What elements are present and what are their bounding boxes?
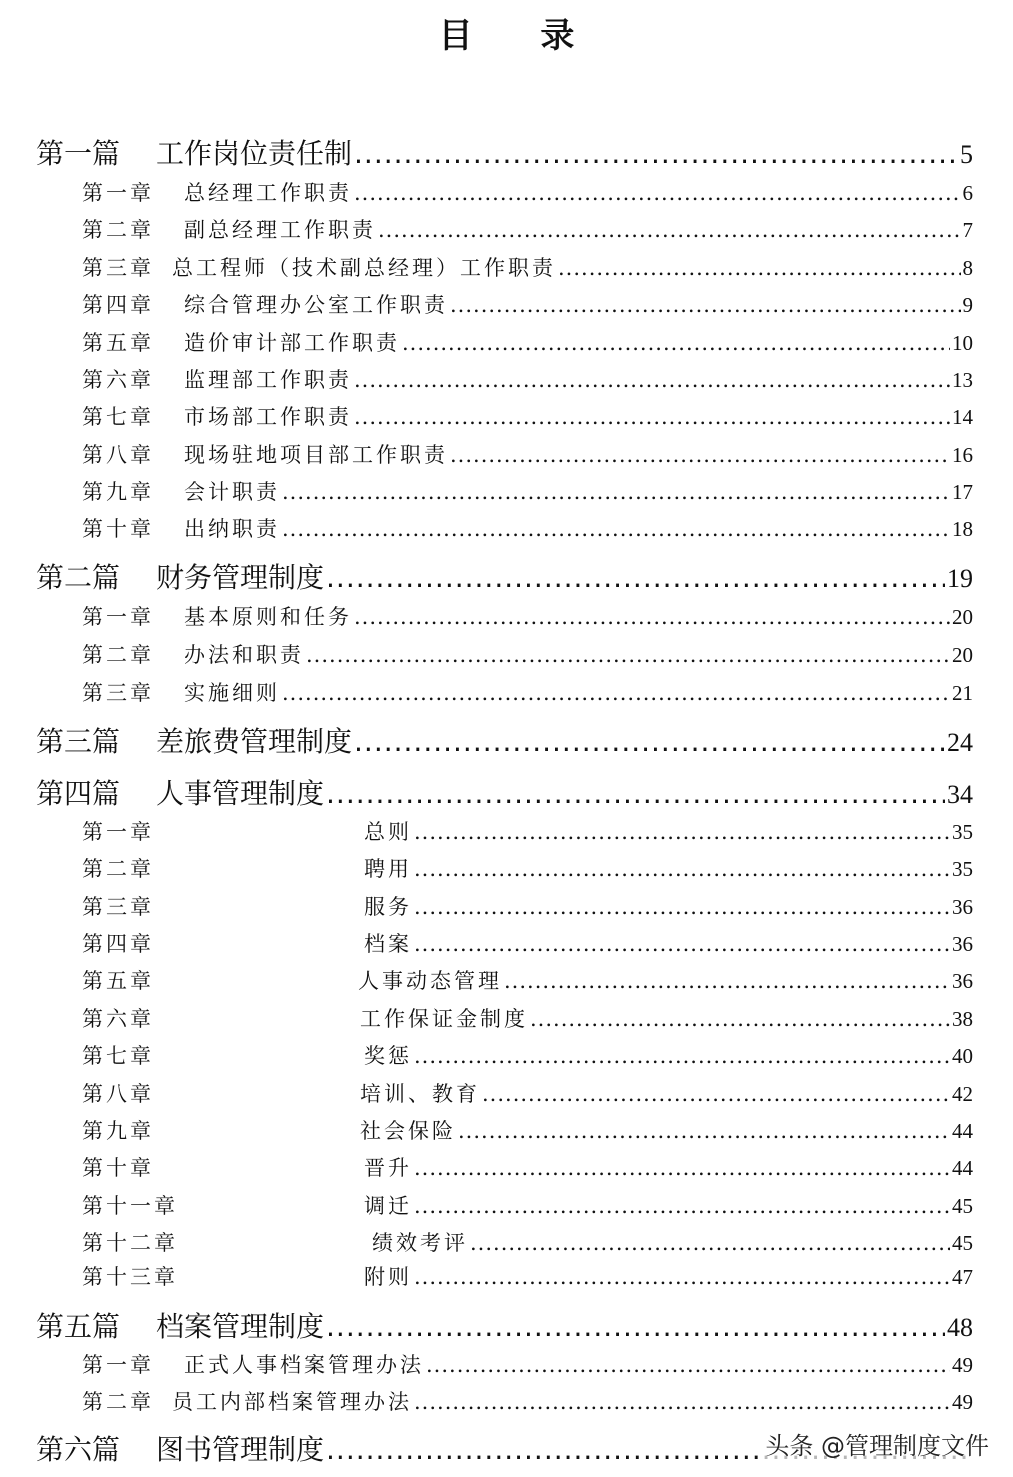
toc-part-2[interactable]	[36, 556, 973, 596]
toc-chapter[interactable]	[82, 1003, 973, 1033]
chapter-title: 工作保证金制度	[360, 1007, 528, 1031]
page-number: 20	[952, 643, 973, 667]
toc-chapter[interactable]	[82, 601, 973, 631]
chapter-title: 调迁	[364, 1194, 412, 1218]
page-number: 16	[952, 443, 973, 467]
chapter-number: 第一章	[82, 1353, 154, 1377]
dot-leader	[414, 932, 950, 956]
page-number: 35	[952, 820, 973, 844]
dot-leader	[482, 1082, 950, 1106]
chapter-number: 第一章	[82, 820, 154, 844]
chapter-title: 绩效考评	[372, 1231, 468, 1255]
part-number: 第三篇	[36, 725, 121, 758]
chapter-number: 第十章	[82, 1156, 154, 1180]
dot-leader	[354, 405, 950, 429]
toc-chapter[interactable]	[82, 1040, 973, 1070]
chapter-number: 第一章	[82, 181, 154, 205]
toc-chapter[interactable]	[82, 639, 973, 669]
dot-leader	[282, 480, 950, 504]
chapter-number: 第九章	[82, 1119, 154, 1143]
dot-leader	[470, 1231, 950, 1255]
page-number: 13	[952, 368, 973, 392]
page-number: 5	[960, 140, 973, 169]
toc-chapter[interactable]	[82, 816, 973, 846]
toc-chapter[interactable]	[82, 853, 973, 883]
page-number: 20	[952, 605, 973, 629]
chapter-title: 基本原则和任务	[184, 605, 352, 629]
dot-leader	[426, 1353, 950, 1377]
page-number: 42	[952, 1082, 973, 1106]
chapter-title: 服务	[364, 895, 412, 919]
chapter-title: 奖惩	[364, 1044, 412, 1068]
toc-chapter[interactable]	[82, 177, 973, 207]
dot-leader	[450, 443, 950, 467]
chapter-title: 社会保险	[360, 1119, 456, 1143]
page-number: 14	[952, 405, 973, 429]
chapter-title: 办法和职责	[184, 643, 304, 667]
chapter-number: 第八章	[82, 443, 154, 467]
page-number: 9	[962, 293, 973, 317]
chapter-title: 总工程师（技术副总经理）工作职责	[172, 256, 556, 280]
dot-leader	[354, 725, 945, 758]
page-number: 19	[947, 564, 973, 593]
toc-chapter[interactable]	[82, 928, 973, 958]
toc-chapter[interactable]	[82, 677, 973, 707]
page-number: 36	[952, 969, 973, 993]
page-number: 40	[952, 1044, 973, 1068]
chapter-number: 第六章	[82, 1007, 154, 1031]
chapter-title: 员工内部档案管理办法	[172, 1390, 412, 1414]
chapter-number: 第十二章	[82, 1231, 178, 1255]
toc-chapter[interactable]	[82, 1386, 973, 1416]
page-number: 47	[952, 1265, 973, 1289]
dot-leader	[354, 181, 961, 205]
part-number: 第四篇	[36, 777, 121, 810]
chapter-number: 第三章	[82, 895, 154, 919]
page-number: 45	[952, 1194, 973, 1218]
dot-leader	[414, 1265, 950, 1289]
dot-leader	[530, 1007, 950, 1031]
dot-leader	[282, 681, 950, 705]
page-number: 45	[952, 1231, 973, 1255]
toc-part-3[interactable]	[36, 720, 973, 760]
page-number: 7	[962, 218, 973, 242]
chapter-number: 第二章	[82, 218, 154, 242]
toc-chapter[interactable]	[82, 289, 973, 319]
page-title: 目 录	[438, 16, 603, 56]
page-number: 8	[962, 256, 973, 280]
page-number: 21	[952, 681, 973, 705]
dot-leader	[414, 1390, 950, 1414]
chapter-number: 第二章	[82, 1390, 154, 1414]
chapter-title: 现场驻地项目部工作职责	[184, 443, 448, 467]
dot-leader	[414, 1156, 950, 1180]
toc-chapter[interactable]	[82, 1227, 973, 1257]
toc-chapter[interactable]	[82, 401, 973, 431]
part-title: 人事管理制度	[156, 777, 325, 810]
chapter-title: 会计职责	[184, 480, 280, 504]
toc-chapter[interactable]	[82, 1190, 973, 1220]
chapter-number: 第四章	[82, 293, 154, 317]
page-number: 35	[952, 857, 973, 881]
chapter-title: 副总经理工作职责	[184, 218, 376, 242]
toc-part-5[interactable]	[36, 1305, 973, 1345]
toc-chapter[interactable]	[82, 439, 973, 469]
dot-leader	[414, 895, 950, 919]
page-number: 49	[952, 1390, 973, 1414]
chapter-number: 第十三章	[82, 1265, 178, 1289]
toc-chapter[interactable]	[82, 327, 973, 357]
chapter-title: 附则	[364, 1265, 412, 1289]
chapter-number: 第五章	[82, 969, 154, 993]
watermark: 头条 @管理制度文件	[761, 1426, 993, 1461]
chapter-title: 市场部工作职责	[184, 405, 352, 429]
page-number: 6	[962, 181, 973, 205]
dot-leader	[354, 605, 950, 629]
chapter-title: 造价审计部工作职责	[184, 331, 400, 355]
page-number: 48	[947, 1313, 973, 1342]
toc-chapter[interactable]	[82, 214, 973, 244]
dot-leader	[354, 137, 958, 170]
page-number: 36	[952, 895, 973, 919]
page-number: 10	[952, 331, 973, 355]
chapter-number: 第一章	[82, 605, 154, 629]
chapter-title: 聘用	[364, 857, 412, 881]
dot-leader	[504, 969, 950, 993]
page-number: 17	[952, 480, 973, 504]
toc-chapter[interactable]	[82, 1078, 973, 1108]
toc-chapter[interactable]	[82, 513, 973, 543]
dot-leader	[414, 820, 950, 844]
toc-chapter[interactable]	[82, 364, 973, 394]
dot-leader	[414, 857, 950, 881]
chapter-title: 实施细则	[184, 681, 280, 705]
dot-leader	[306, 643, 950, 667]
page-number: 44	[952, 1156, 973, 1180]
toc-chapter[interactable]	[82, 1152, 973, 1182]
toc-chapter[interactable]	[82, 252, 973, 282]
page-number: 18	[952, 517, 973, 541]
dot-leader	[354, 368, 950, 392]
dot-leader	[414, 1194, 950, 1218]
toc-chapter[interactable]	[82, 1349, 973, 1379]
part-number: 第一篇	[36, 137, 121, 170]
page-number: 34	[947, 780, 973, 809]
chapter-number: 第七章	[82, 405, 154, 429]
toc-part-4[interactable]	[36, 772, 973, 812]
chapter-number: 第十章	[82, 517, 154, 541]
dot-leader	[326, 777, 945, 810]
dot-leader	[414, 1044, 950, 1068]
page-number: 24	[947, 728, 973, 757]
part-number: 第五篇	[36, 1310, 121, 1343]
page-number: 38	[952, 1007, 973, 1031]
part-title: 差旅费管理制度	[156, 725, 353, 758]
chapter-number: 第五章	[82, 331, 154, 355]
chapter-title: 监理部工作职责	[184, 368, 352, 392]
page-number: 49	[952, 1353, 973, 1377]
page-number: 44	[952, 1119, 973, 1143]
part-title: 财务管理制度	[156, 561, 325, 594]
part-number: 第二篇	[36, 561, 121, 594]
dot-leader	[402, 331, 950, 355]
chapter-number: 第三章	[82, 681, 154, 705]
dot-leader	[378, 218, 961, 242]
chapter-number: 第六章	[82, 368, 154, 392]
chapter-title: 人事动态管理	[358, 969, 502, 993]
page-number: 36	[952, 932, 973, 956]
chapter-number: 第二章	[82, 857, 154, 881]
part-number: 第六篇	[36, 1433, 121, 1466]
dot-leader	[326, 1310, 945, 1343]
part-title: 档案管理制度	[156, 1310, 325, 1343]
toc-chapter[interactable]	[82, 891, 973, 921]
chapter-title: 正式人事档案管理办法	[184, 1353, 424, 1377]
chapter-number: 第八章	[82, 1082, 154, 1106]
toc-chapter[interactable]	[82, 476, 973, 506]
dot-leader	[458, 1119, 950, 1143]
dot-leader	[282, 517, 950, 541]
part-title: 图书管理制度	[156, 1433, 325, 1466]
chapter-number: 第九章	[82, 480, 154, 504]
toc-chapter[interactable]	[82, 1115, 973, 1145]
toc-chapter[interactable]	[82, 1261, 973, 1291]
dot-leader	[326, 561, 945, 594]
chapter-title: 晋升	[364, 1156, 412, 1180]
toc-chapter[interactable]	[82, 965, 973, 995]
toc-part-1[interactable]	[36, 132, 973, 172]
dot-leader	[450, 293, 961, 317]
chapter-number: 第十一章	[82, 1194, 178, 1218]
part-title: 工作岗位责任制	[156, 137, 353, 170]
chapter-number: 第二章	[82, 643, 154, 667]
chapter-title: 培训、教育	[360, 1082, 480, 1106]
chapter-number: 第四章	[82, 932, 154, 956]
chapter-title: 综合管理办公室工作职责	[184, 293, 448, 317]
chapter-title: 总经理工作职责	[184, 181, 352, 205]
chapter-title: 出纳职责	[184, 517, 280, 541]
chapter-number: 第三章	[82, 256, 154, 280]
chapter-title: 档案	[364, 932, 412, 956]
chapter-number: 第七章	[82, 1044, 154, 1068]
chapter-title: 总则	[364, 820, 412, 844]
dot-leader	[558, 256, 961, 280]
